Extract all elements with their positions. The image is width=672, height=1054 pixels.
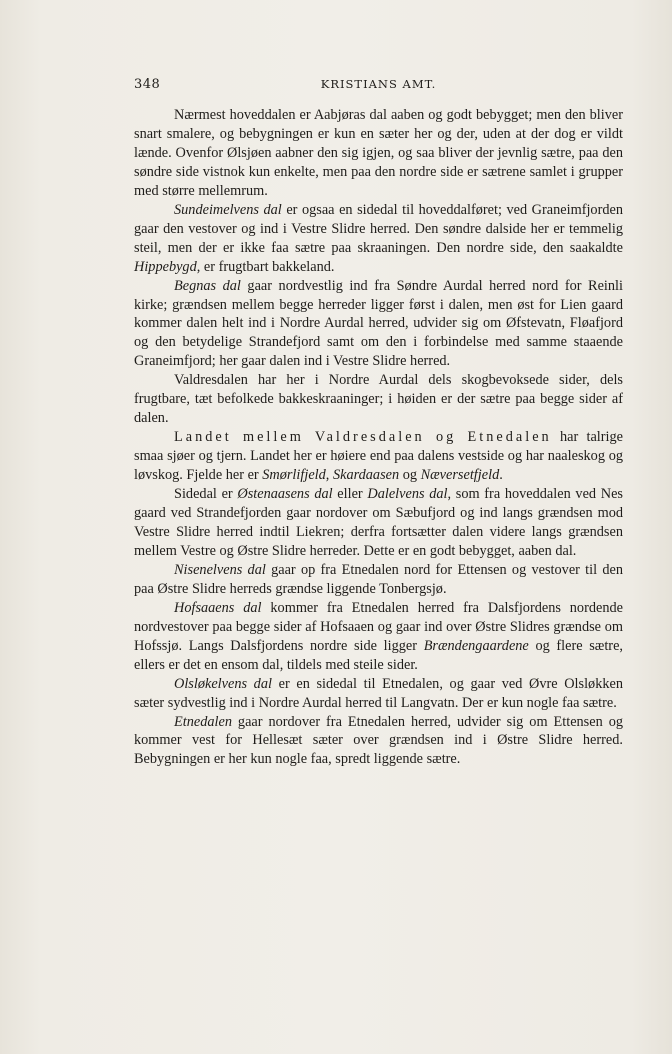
paragraph (134, 485, 623, 561)
text-run: gaar nordvestlig ind fra Søndre Aurdal herred nord for Reinli kirke; grændsen mellem begge herreder ligger først i dalen, men øst for Lien gaard kommer dalen helt ind i Nordre Aurdal herred, udvider sig om Øfstevatn, Fløafjord og den betydelige Strandefjord samt om den i forbindelse med samme staaende Graneimfjord; her gaar dalen ind i Vestre Slidre herred. (134, 277, 623, 370)
italic-term: Sundeimelvens dal (174, 201, 282, 218)
text-run: Valdresdalen har her i Nordre Aurdal dels skogbevoksede sider, dels frugtbare, tæt befolkede bakkeskraaninger; i høiden er der sætre paa begge sider af dalen. (134, 372, 623, 427)
text-run: og (399, 467, 421, 484)
italic-term: Olsløkelvens dal (174, 675, 272, 692)
paragraph (134, 106, 623, 201)
italic-term: Østenaasens dal (237, 486, 333, 503)
text-run: er ogsaa en sidedal til hoveddalføret; ved Graneimfjorden gaar den vestover og ind i Vestre Slidre herred. Den søndre dalside her er temmelig steil, men der er ikke faa sætre paa skraaningen. Den nordre side, den saakaldte (134, 201, 623, 256)
italic-term: Smørlifjeld (262, 467, 326, 484)
paragraph (134, 371, 623, 428)
text-run: kommer fra Etnedalen herred fra Dalsfjordens nordende nordvestover paa begge sider af Hofsaaen og gaar ind over Østre Slidres grændse om Hofssjø. Langs Dalsfjordens nordre side ligger (134, 599, 623, 654)
paragraph (134, 561, 623, 599)
text-run: er en sidedal til Etnedalen, og gaar ved Øvre Olsløkken sæter sydvestlig ind i Nordre Aurdal herred til Langvatn. Der er kun nogle faa sætre. (134, 675, 623, 711)
italic-term: Hippebygd (134, 258, 197, 275)
italic-term: Dalelvens dal (367, 486, 448, 503)
italic-term: Brændengaardene (423, 637, 529, 654)
text-run: , som fra hoveddalen ved Nes gaard ved Strandefjorden gaar nordover om Sæbufjord og ind langs grændsen mod Vestre Slidre herred indtil Liekren; derfra fortsætter dalen videre langs grændsen mellem Vestre og Østre Slidre herreder. Dette er en godt bebygget, aaben dal. (134, 486, 623, 559)
italic-term: Begnas dal (174, 277, 241, 294)
paragraph (134, 428, 623, 485)
page-header (134, 77, 623, 97)
italic-term: Næversetfjeld (420, 467, 500, 484)
text-run: gaar nordover fra Etnedalen herred, udvider sig om Ettensen og kommer vest for Hellesæt sæter over grændsen ind i Østre Slidre herred. Bebygningen er her kun nogle faa, spredt liggende sætre. (134, 713, 623, 768)
spaced-heading: Landet mellem Valdresdalen og Etnedalen (174, 429, 552, 446)
paragraph (134, 713, 623, 770)
text-run: har talrige smaa sjøer og tjern. Landet her er høiere end paa dalens vestside og har naaleskog og løvskog. Fjelde her er (134, 429, 623, 484)
paragraph (134, 277, 623, 372)
page-number: 348 (134, 77, 161, 92)
body-text (134, 106, 623, 769)
paragraph (134, 675, 623, 713)
text-run: Sidedal er (174, 486, 238, 503)
text-run: og flere sætre, ellers er det en ensom dal, tildels med steile sider. (134, 637, 623, 673)
text-run: , (325, 467, 333, 484)
text-run: eller (332, 486, 368, 503)
text-run: Nærmest hoveddalen er Aabjøras dal aaben og godt bebygget; men den bliver snart smalere, og bebygningen er kun en sæter her og der, uden at der dog er vildt lænde. Ovenfor Ølsjøen aabner den sig igjen, og saa bliver der jevnlig sætre, paa den søndre side vistnok kun enkelte, men paa den nordre side er sætrene samlet i grupper med større mellemrum. (134, 107, 623, 199)
text-run: . (499, 467, 503, 484)
running-title: KRISTIANS AMT. (320, 77, 437, 91)
text-run: , er frugtbart bakkeland. (196, 258, 335, 275)
text-run: gaar op fra Etnedalen nord for Ettensen og vestover til den paa Østre Slidre herreds grændse liggende Tonbergsjø. (134, 561, 623, 597)
paragraph (134, 599, 623, 675)
italic-term: Etnedalen (174, 713, 232, 730)
italic-term: Skardaasen (332, 467, 400, 484)
italic-term: Nisenelvens dal (174, 561, 266, 578)
italic-term: Hofsaaens dal (174, 599, 262, 616)
paragraph (134, 201, 623, 277)
